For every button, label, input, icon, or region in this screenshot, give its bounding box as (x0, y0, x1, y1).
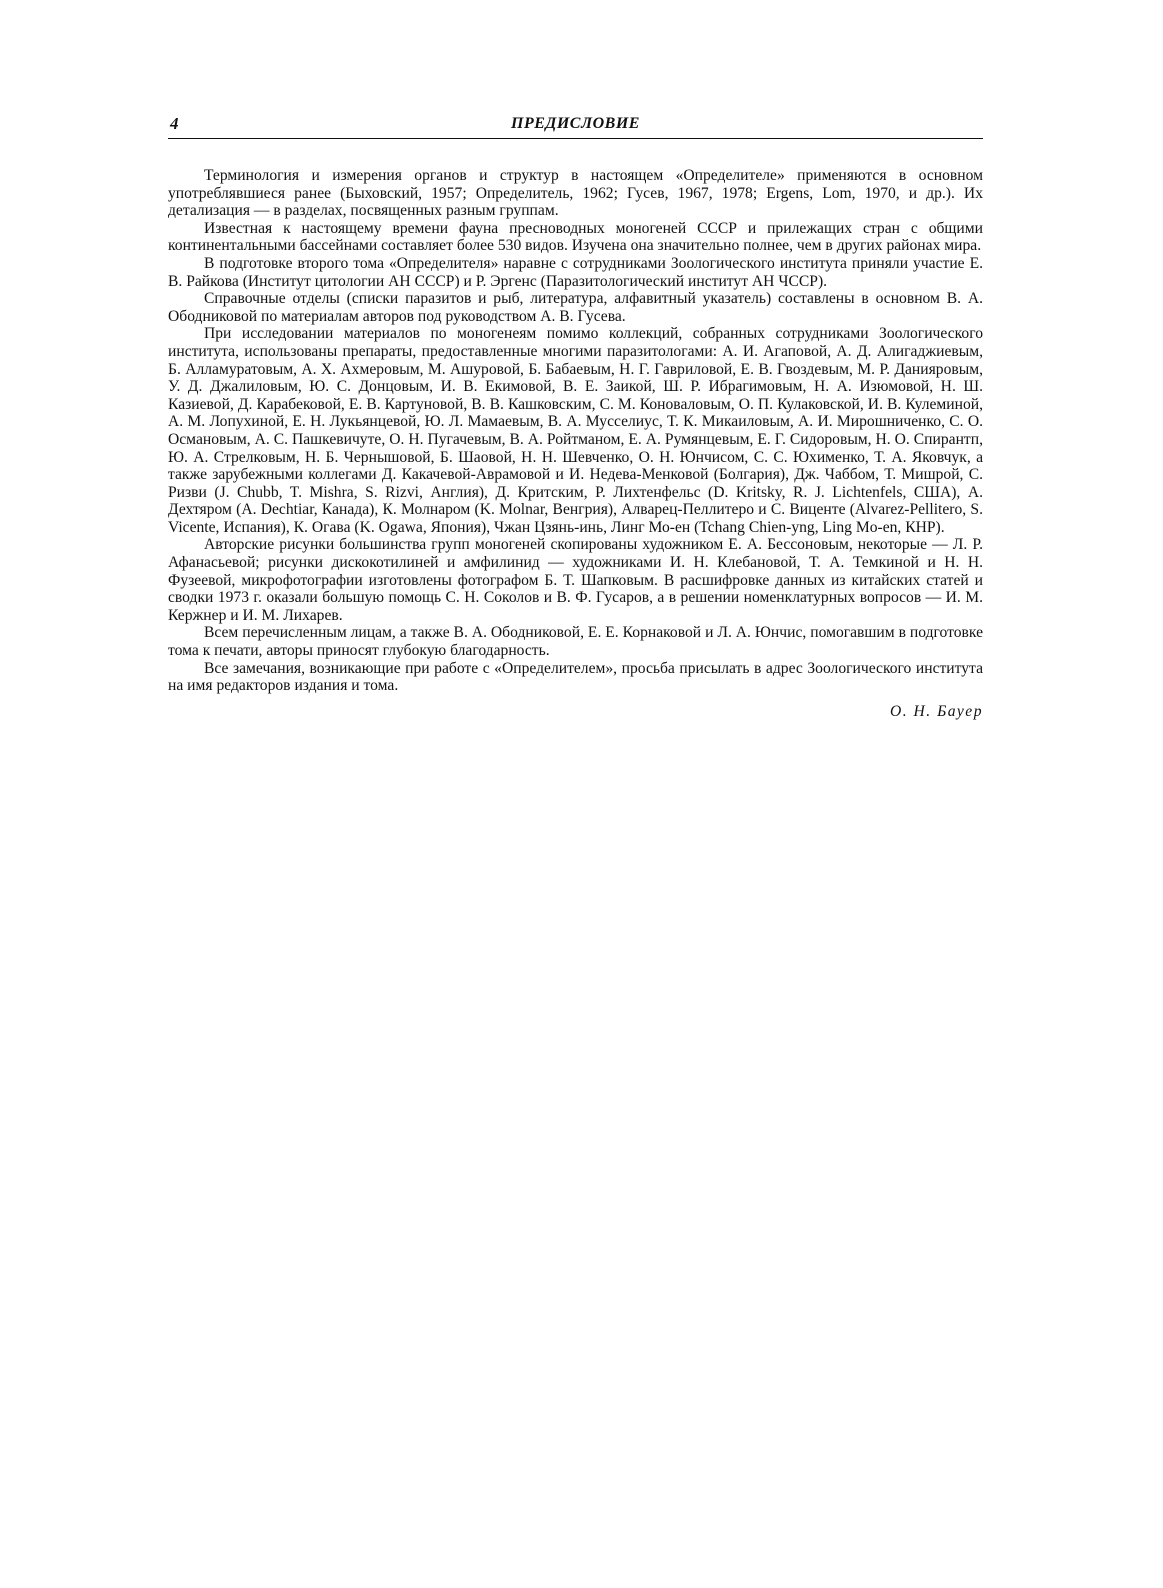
paragraph-reference-sections: Справочные отделы (списки паразитов и рыб, литература, алфавитный указатель) составлены в основном В. А. Ободниковой по материалам авторов под руководством А. В. Гусева. (168, 290, 983, 325)
paragraph-illustrations: Авторские рисунки большинства групп моногеней скопированы художником Е. А. Бессоновым, некоторые — Л. Р. Афанасьевой; рисунки дискокотилиней и амфилинид — художниками И. Н. Клебановой, Т. А. Темкиной и Н. Н. Фузеевой, микрофотографии изготовлены фотографом Б. Т. Шапковым. В расшифровке данных из китайских статей и сводки 1973 г. оказали большую помощь С. Н. Соколов и В. Ф. Гусаров, а в решении номенклатурных вопросов — И. М. Кержнер и И. М. Лихарев. (168, 536, 983, 624)
paragraph-participants: В подготовке второго тома «Определителя» наравне с сотрудниками Зоологического института приняли участие Е. В. Райкова (Институт цитологии АН СССР) и Р. Эргенс (Паразитологический институт АН ЧССР). (168, 254, 983, 290)
paragraph-acknowledgements: Всем перечисленным лицам, а также В. А. Ободниковой, Е. Е. Корнаковой и Л. А. Юнчис, помогавшим в подготовке тома к печати, авторы приносят глубокую благодарность. (168, 624, 983, 660)
document-page (168, 112, 983, 721)
paragraph-collections: При исследовании материалов по моногенеям помимо коллекций, собранных сотрудниками Зоологического института, использованы препараты, предоставленные многими паразитологами: А. И. Агаповой, А. Д. Алигаджиевым, Б. Алламуратовым, А. Х. Ахмеровым, М. Ашуровой, Б. Бабаевым, Н. Г. Гавриловой, Е. В. Гвоздевым, М. Р. Данияровым, У. Д. Джалиловым, Ю. С. Донцовым, И. В. Екимовой, В. Е. Заикой, Ш. Р. Ибрагимовым, Н. А. Изюмовой, Н. Ш. Казиевой, Д. Карабековой, Е. В. Картуновой, В. В. Кашковским, С. М. Коноваловым, О. П. Кулаковской, И. В. Кулеминой, А. М. Лопухиной, Е. Н. Лукьянцевой, Ю. Л. Мамаевым, В. А. Мусселиус, Т. К. Микаиловым, А. И. Мирошниченко, С. О. Османовым, А. С. Пашкевичуте, О. Н. Пугачевым, В. А. Ройтманом, Е. А. Румянцевым, Е. Г. Сидоровым, Н. О. Спирантп, Ю. А. Стрелковым, Н. Б. Чернышовой, Б. Шаовой, Н. Н. Шевченко, О. Н. Юнчисом, С. С. Юхименко, Т. А. Яковчук, а также зарубежными коллегами Д. Какачевой-Аврамовой и И. Недева-Менковой (Болгария), Дж. Чаббом, Т. Мишрой, С. Ризви (J. Chubb, T. Mishra, S. Rizvi, Англия), Д. Критским, Р. Лихтенфельс (D. Kritsky, R. J. Lichtenfels, США), А. Дехтяром (A. Dechtiar, Канада), К. Молнаром (K. Molnar, Венгрия), Алварец-Пеллитеро и С. Виценте (Alvarez-Pellitero, S. Vicente, Испания), К. Огава (K. Ogawa, Япония), Чжан Цзянь-инь, Линг Мо-ен (Tchang Chien-yng, Ling Mo-en, КНР). (168, 325, 983, 536)
body-text (168, 167, 983, 695)
author-signature: О. Н. Бауер (889, 702, 983, 720)
page-title: ПРЕДИСЛОВИЕ (511, 115, 640, 132)
paragraph-contact: Все замечания, возникающие при работе с «Определителем», просьба присылать в адрес Зоологического института на имя редакторов издания и тома. (168, 659, 983, 695)
running-header (168, 112, 983, 139)
page-number: 4 (170, 114, 179, 133)
paragraph-fauna: Известная к настоящему времени фауна пресноводных моногеней СССР и прилежащих стран с общими континентальными бассейнами составляет более 530 видов. Изучена она значительно полнее, чем в других районах мира. (168, 219, 983, 255)
paragraph-terminology: Терминология и измерения органов и структур в настоящем «Определителе» применяются в основном употреблявшиеся ранее (Быховский, 1957; Определитель, 1962; Гусев, 1967, 1978; Ergens, Lom, 1970, и др.). Их детализация — в разделах, посвященных разным группам. (168, 167, 983, 220)
